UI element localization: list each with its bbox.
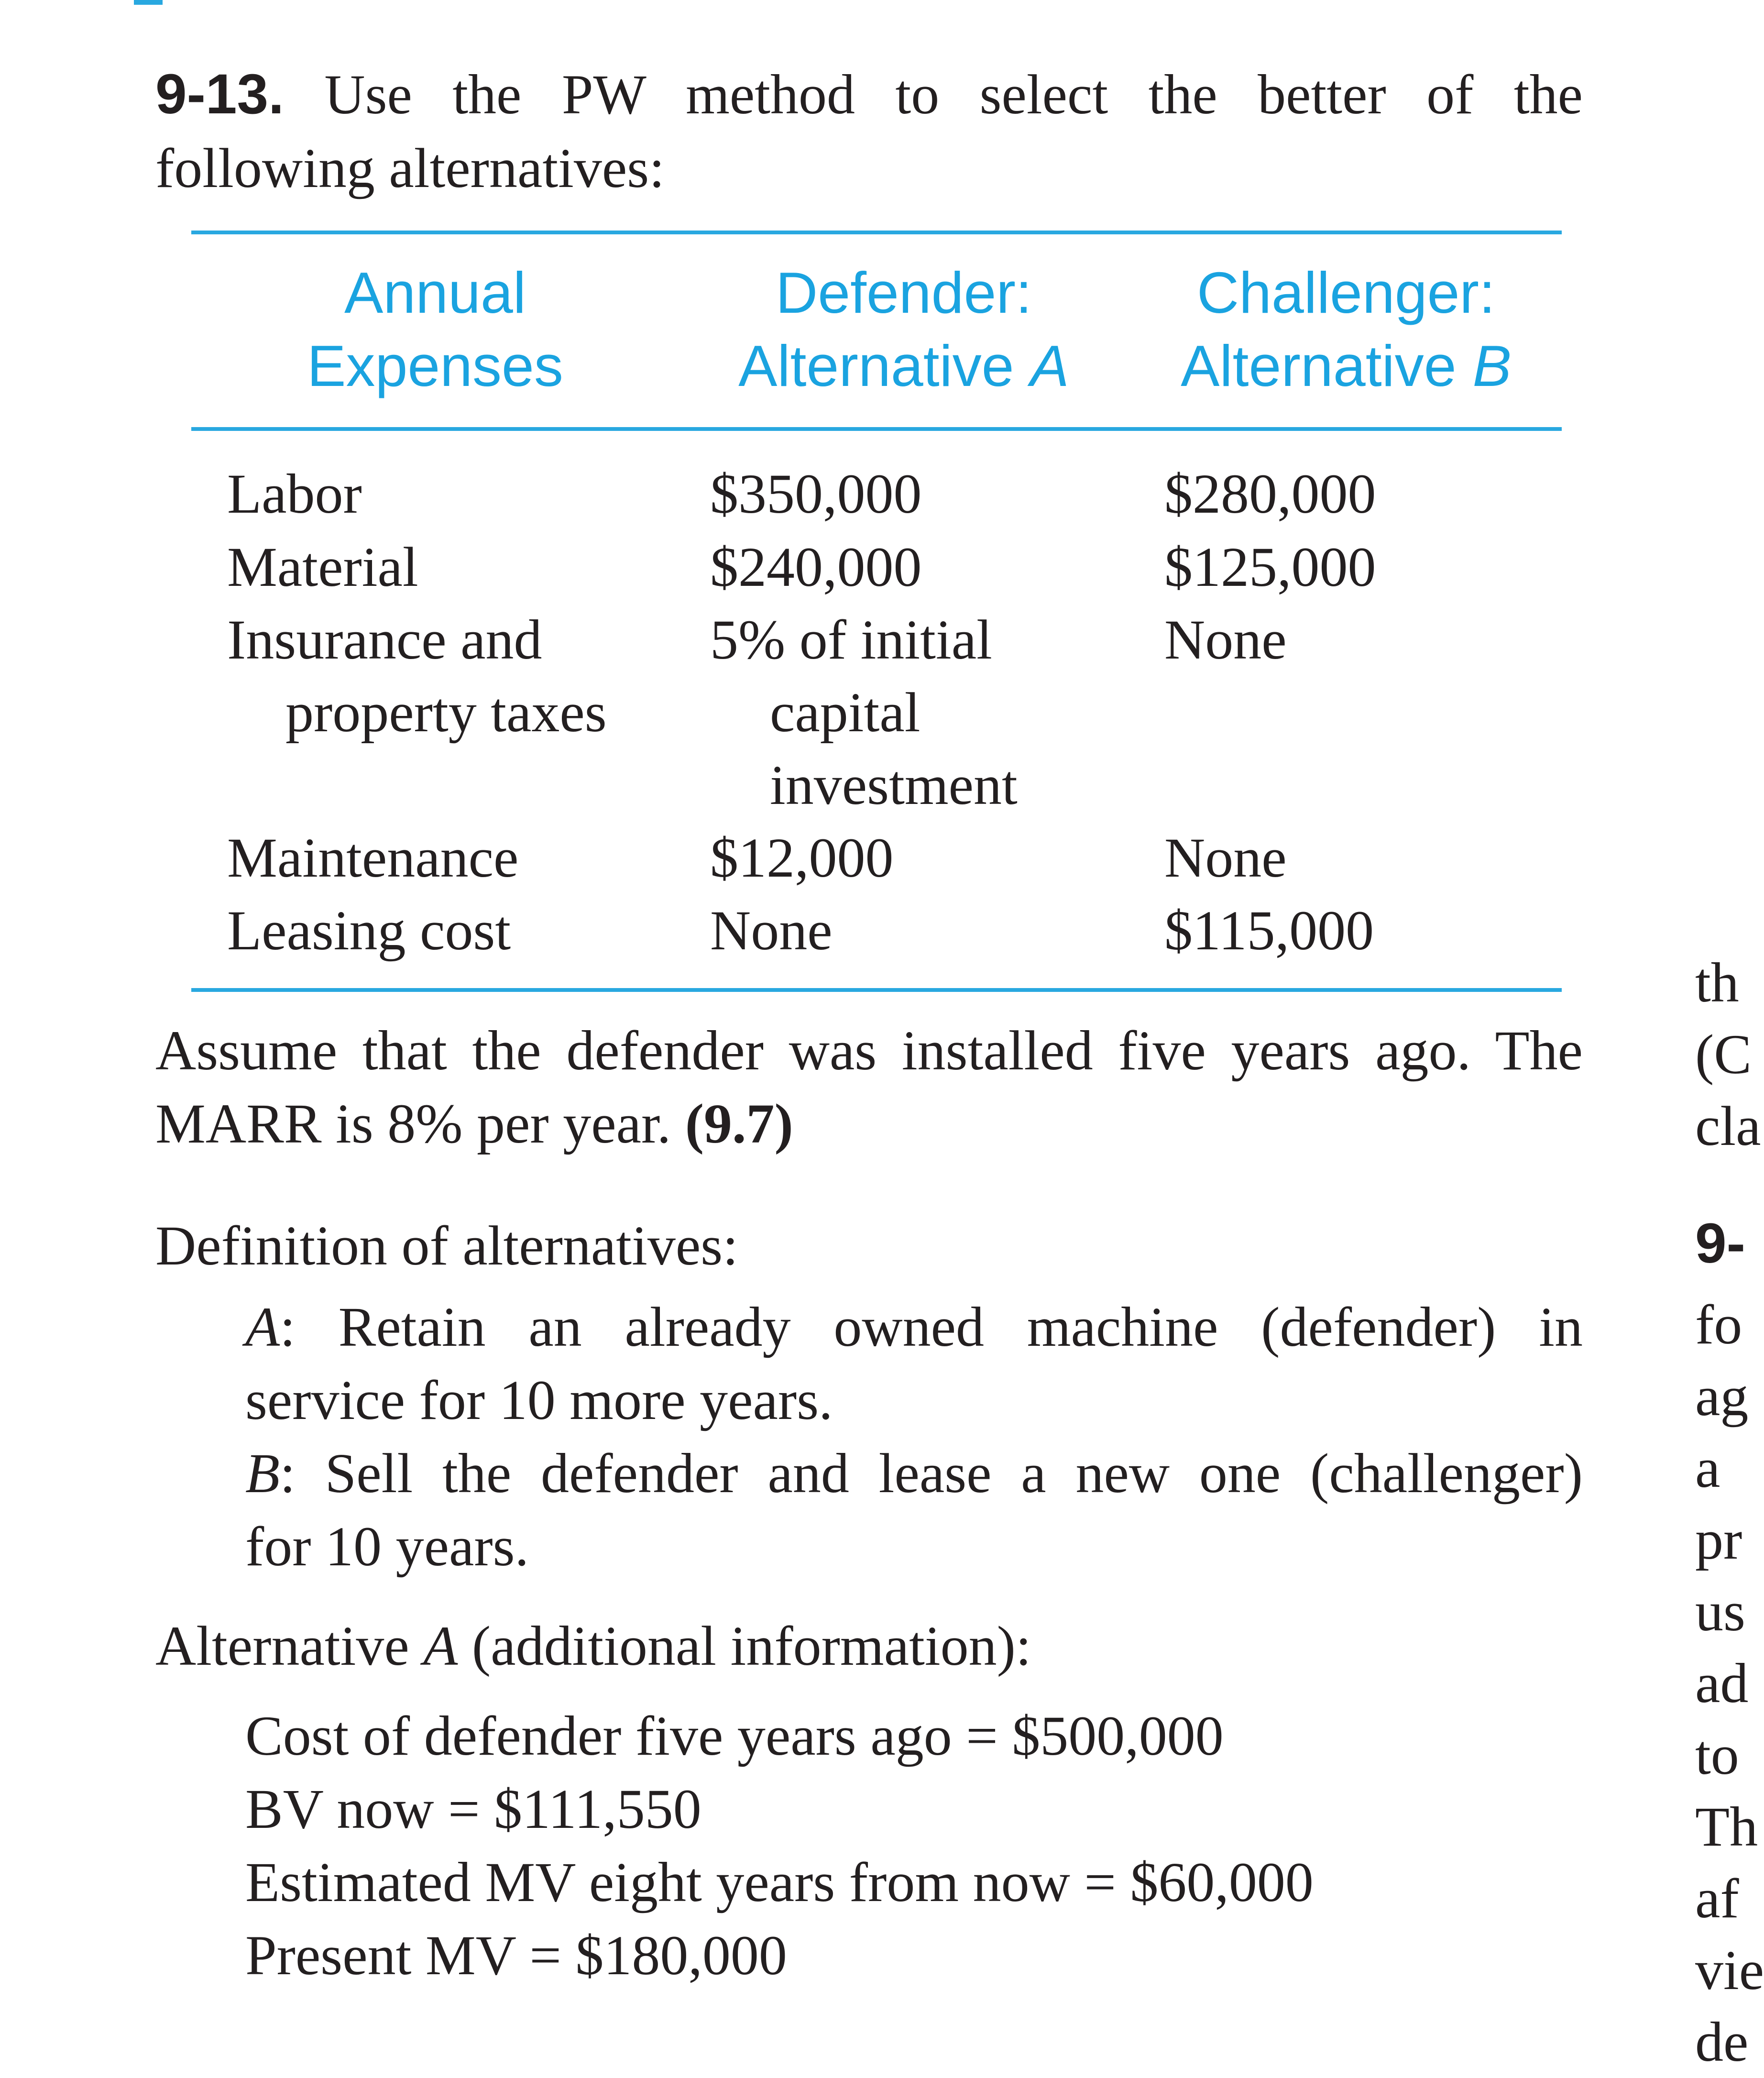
right-col-fragment: ag xyxy=(1695,1365,1749,1428)
right-col-fragment: vie xyxy=(1695,1939,1764,2001)
right-col-fragment: Th xyxy=(1695,1795,1758,1858)
row-insurance-challenger: None xyxy=(1164,608,1287,671)
info-bv-now: BV now = $111,550 xyxy=(245,1778,701,1840)
row-maintenance-label: Maintenance xyxy=(227,826,519,889)
problem-statement-line-2: following alternatives: xyxy=(155,137,665,199)
definition-a-letter: A xyxy=(245,1296,280,1358)
row-maintenance-defender: $12,000 xyxy=(710,826,894,889)
assumption-line-1: Assume that the defender was installed five years ago. The xyxy=(155,1019,1583,1082)
row-material-label: Material xyxy=(227,536,418,598)
right-col-fragment: th xyxy=(1695,951,1739,1014)
row-insurance-defender-line-3: investment xyxy=(770,754,1018,816)
definition-a-line-2: service for 10 more years. xyxy=(245,1369,833,1431)
row-labor-label: Labor xyxy=(227,462,362,525)
info-cost-five-years-ago: Cost of defender five years ago = $500,000 xyxy=(245,1704,1224,1767)
right-col-fragment: (C xyxy=(1695,1023,1752,1086)
page-corner-mark xyxy=(134,0,163,5)
info-estimated-mv: Estimated MV eight years from now = $60,000 xyxy=(245,1851,1314,1913)
right-col-fragment: pr xyxy=(1695,1508,1742,1571)
definitions-heading: Definition of alternatives: xyxy=(155,1214,738,1277)
header-annual-expenses-line-2: Expenses xyxy=(307,333,563,398)
header-defender-alt-letter: A xyxy=(1030,333,1069,398)
row-leasing-defender: None xyxy=(710,899,833,962)
row-leasing-label: Leasing cost xyxy=(227,899,511,962)
info-present-mv: Present MV = $180,000 xyxy=(245,1924,787,1987)
header-challenger-alt-letter: B xyxy=(1472,333,1512,398)
definition-b-letter: B xyxy=(245,1442,280,1505)
problem-statement-text: Use the PW method to select the better of the xyxy=(324,63,1583,126)
table-header-rule xyxy=(191,427,1562,431)
right-col-fragment: de xyxy=(1695,2011,1749,2073)
row-material-defender: $240,000 xyxy=(710,536,922,598)
right-col-fragment: 9- xyxy=(1695,1212,1745,1275)
definition-b-line-2: for 10 years. xyxy=(245,1515,529,1578)
additional-heading-letter: A xyxy=(423,1615,458,1677)
problem-number: 9-13. xyxy=(155,63,284,126)
header-defender-alt-text: Alternative xyxy=(738,333,1030,398)
assumption-line-2 xyxy=(155,1088,793,1160)
header-challenger-line-1: Challenger: xyxy=(1197,260,1495,325)
definition-a-text: : Retain an already owned machine (defender) in xyxy=(280,1296,1583,1358)
right-col-fragment: cla xyxy=(1695,1095,1761,1157)
additional-heading-suffix: (additional information): xyxy=(458,1615,1031,1677)
header-annual-expenses-line-1: Annual xyxy=(344,260,526,325)
right-col-fragment: a xyxy=(1695,1437,1720,1499)
right-col-fragment: ad xyxy=(1695,1652,1749,1715)
header-challenger-line-2 xyxy=(1138,330,1554,402)
header-defender-line-1: Defender: xyxy=(776,260,1032,325)
table-bottom-rule xyxy=(191,988,1562,992)
problem-statement-line-1 xyxy=(155,58,1583,131)
right-col-fragment: to xyxy=(1695,1724,1739,1786)
table-top-rule xyxy=(191,231,1562,234)
additional-heading-prefix: Alternative xyxy=(155,1615,424,1677)
right-col-fragment: fo xyxy=(1695,1293,1742,1356)
row-insurance-defender-line-1: 5% of initial xyxy=(710,608,992,671)
definition-a-line-1 xyxy=(245,1291,1583,1363)
section-reference: (9.7) xyxy=(685,1092,793,1155)
row-insurance-label-line-2: property taxes xyxy=(285,681,607,744)
right-col-fragment: af xyxy=(1695,1867,1739,1930)
definition-b-text: : Sell the defender and lease a new one (challenger) xyxy=(280,1442,1583,1505)
row-material-challenger: $125,000 xyxy=(1164,536,1376,598)
assumption-marr-text: MARR is 8% per year. xyxy=(155,1092,685,1155)
row-labor-defender: $350,000 xyxy=(710,462,922,525)
header-challenger-alt-text: Alternative xyxy=(1181,333,1473,398)
definition-b-line-1 xyxy=(245,1438,1583,1509)
row-maintenance-challenger: None xyxy=(1164,826,1287,889)
additional-info-heading xyxy=(155,1610,1031,1682)
right-col-fragment: us xyxy=(1695,1580,1745,1643)
row-insurance-label-line-1: Insurance and xyxy=(227,608,542,671)
row-labor-challenger: $280,000 xyxy=(1164,462,1376,525)
row-insurance-defender-line-2: capital xyxy=(770,681,920,744)
row-leasing-challenger: $115,000 xyxy=(1164,899,1374,962)
header-defender-line-2 xyxy=(689,330,1119,402)
